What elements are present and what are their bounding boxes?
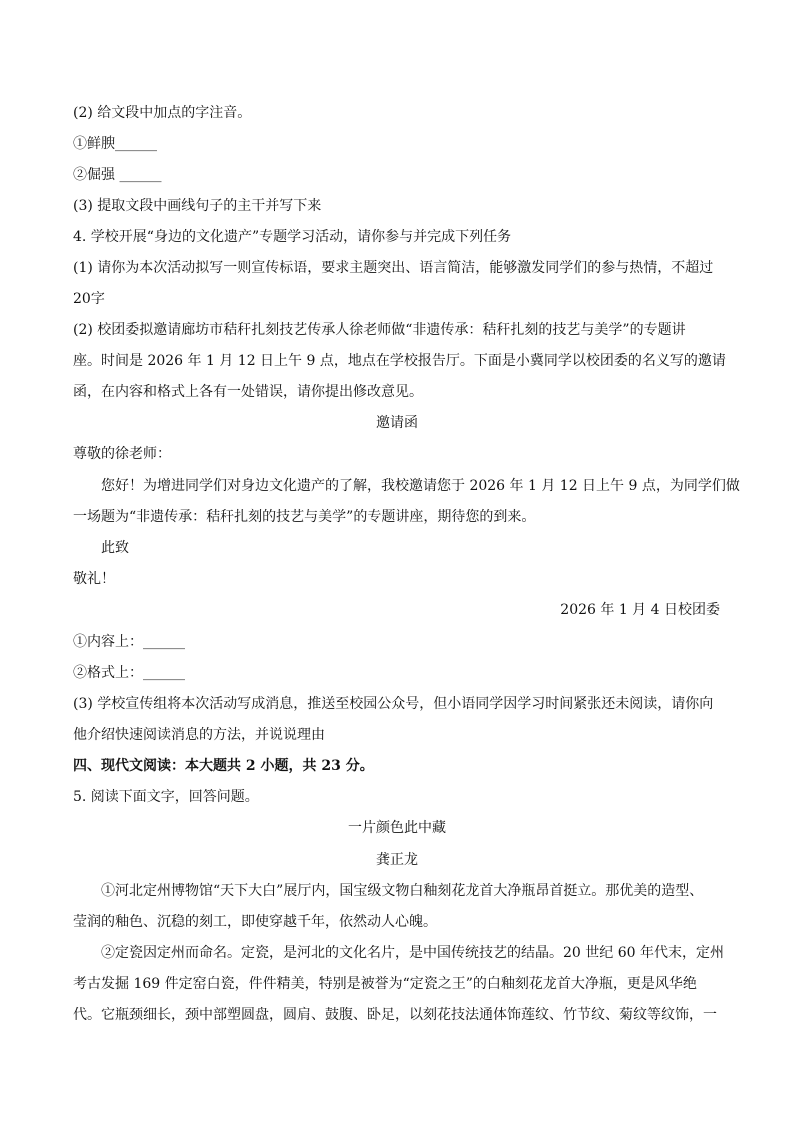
letter-title: 邀请函: [376, 415, 418, 431]
text-line: (2) 校团委拟邀请廊坊市秸秆扎刻技艺传承人徐老师做“非遗传承：秸秆扎刻的技艺与美学”的专题讲: [73, 322, 686, 338]
answer-blank: ①内容上：______: [73, 634, 185, 650]
article-paragraph: ②定瓷因定州而命名。定瓷，是河北的文化名片，是中国传统技艺的结晶。20 世纪 60 年代末，定州: [101, 945, 724, 961]
letter-body: 您好！为增进同学们对身边文化遗产的了解，我校邀请您于 2026 年 1 月 12 日上午 9 点，为同学们做: [101, 478, 740, 494]
article-title: 一片颜色此中藏: [348, 820, 446, 836]
letter-salutation: 尊敬的徐老师：: [73, 446, 171, 462]
text-line: (1) 请你为本次活动拟写一则宣传标语，要求主题突出、语言简洁，能够激发同学们的参与热情，不超过: [73, 260, 714, 276]
section-heading: 四、现代文阅读：本大题共 2 小题，共 23 分。: [73, 758, 374, 774]
question-heading: 4. 学校开展“身边的文化遗产”专题学习活动，请你参与并完成下列任务: [73, 229, 512, 245]
article-author: 龚正龙: [376, 852, 418, 868]
text-line: (3) 提取文段中画线句子的主干并写下来: [73, 198, 322, 214]
text-line: 他介绍快速阅读消息的方法，并说说理由: [73, 727, 325, 743]
letter-closing: 敬礼！: [73, 571, 115, 587]
letter-body: 一场题为“非遗传承：秸秆扎刻的技艺与美学”的专题讲座，期待您的到来。: [73, 509, 536, 525]
text-line: ①鲜腴______: [73, 136, 157, 152]
article-paragraph: 考古发掘 169 件定窑白瓷，件件精美，特别是被誉为“定瓷之王”的白釉刻花龙首大净瓶，更是风华绝: [73, 976, 697, 992]
text-line: 函，在内容和格式上各有一处错误，请你提出修改意见。: [73, 384, 423, 400]
article-paragraph: ①河北定州博物馆“天下大白”展厅内，国宝级文物白釉刻花龙首大净瓶昂首挺立。那优美的造型、: [101, 883, 704, 899]
text-line: (3) 学校宣传组将本次活动写成消息，推送至校园公众号，但小语同学因学习时间紧张还未阅读，请你向: [73, 696, 714, 712]
text-line: 座。时间是 2026 年 1 月 12 日上午 9 点，地点在学校报告厅。下面是小冀同学以校团委的名义写的邀请: [73, 353, 726, 369]
letter-signature: 2026 年 1 月 4 日校团委: [560, 602, 720, 618]
answer-blank: ②格式上：______: [73, 665, 185, 681]
question-heading: 5. 阅读下面文字，回答问题。: [73, 789, 259, 805]
article-paragraph: 代。它瓶颈细长，颈中部塑圆盘，圆肩、鼓腹、卧足，以刻花技法通体饰莲纹、竹节纹、菊纹等纹饰，一: [73, 1007, 717, 1023]
text-line: ②倔强 ______: [73, 167, 162, 183]
article-paragraph: 莹润的釉色、沉稳的刻工，即使穿越千年，依然动人心魄。: [73, 914, 437, 930]
text-line: 20字: [73, 291, 105, 307]
letter-closing: 此致: [101, 540, 129, 556]
text-line: (2) 给文段中加点的字注音。: [73, 105, 252, 121]
